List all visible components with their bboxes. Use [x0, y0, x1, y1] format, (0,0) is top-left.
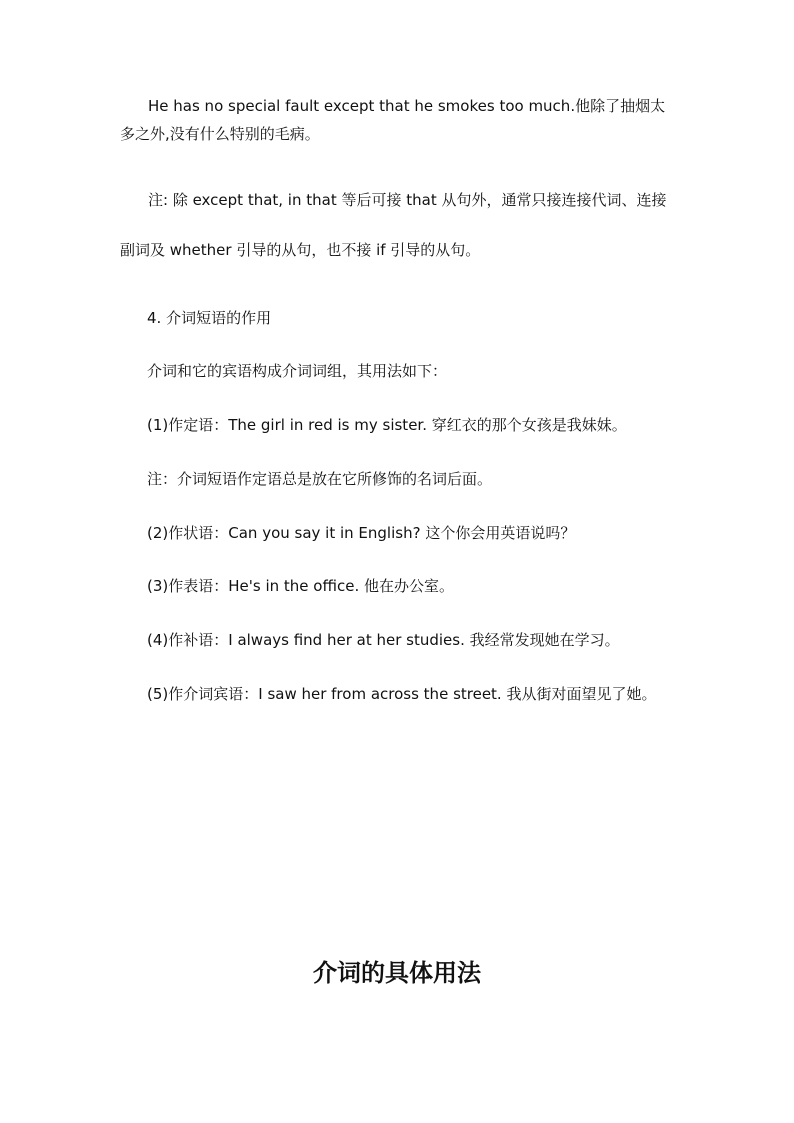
list-item-predicative: (3)作表语：He's in the office. 他在办公室。	[147, 577, 454, 595]
section-heading: 4. 介词短语的作用	[147, 309, 272, 327]
section-intro: 介词和它的宾语构成介词词组，其用法如下：	[147, 362, 448, 380]
paragraph-except-that-example: He has no special fault except that he smokes too much.他除了抽烟太多之外,没有什么特别的毛病。	[120, 97, 666, 143]
list-item-note-attributive: 注：介词短语作定语总是放在它所修饰的名词后面。	[147, 470, 493, 488]
page-title: 介词的具体用法	[313, 958, 481, 987]
list-item-complement: (4)作补语：I always find her at her studies. 我经常发现她在学习。	[147, 631, 620, 649]
list-item-attributive: (1)作定语：The girl in red is my sister. 穿红衣的那个女孩是我妹妹。	[147, 416, 627, 434]
paragraph-note-except-that: 注: 除 except that, in that 等后可接 that 从句外，通常只接连接代词、连接副词及 whether 引导的从句，也不接 if 引导的从句。	[120, 191, 667, 259]
list-item-adverbial: (2)作状语：Can you say it in English? 这个你会用英语说吗？	[147, 524, 576, 542]
list-item-prepositional-object: (5)作介词宾语：I saw her from across the street. 我从街对面望见了她。	[147, 685, 657, 703]
